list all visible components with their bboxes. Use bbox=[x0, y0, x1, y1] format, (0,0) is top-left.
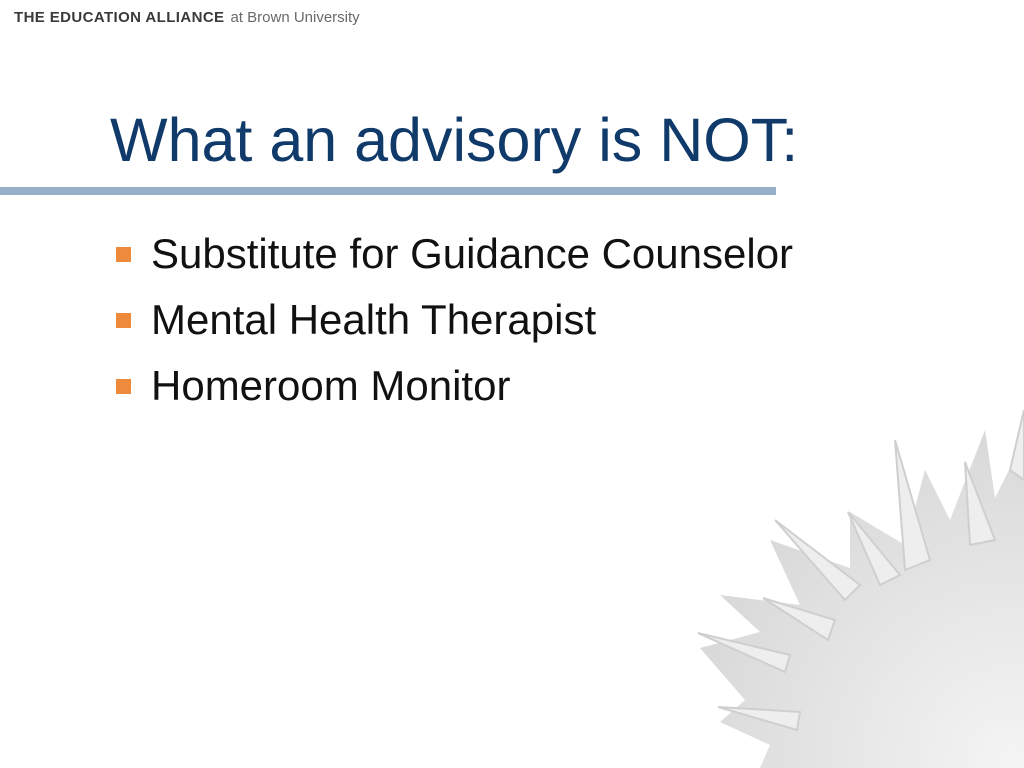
square-bullet-icon bbox=[116, 313, 131, 328]
bullet-text: Homeroom Monitor bbox=[151, 362, 511, 409]
bullet-item bbox=[116, 221, 793, 287]
organization-header bbox=[14, 9, 360, 26]
bullet-text: Mental Health Therapist bbox=[151, 296, 597, 343]
title-divider bbox=[0, 187, 776, 195]
bullet-list bbox=[116, 221, 793, 419]
square-bullet-icon bbox=[116, 379, 131, 394]
bullet-item bbox=[116, 353, 793, 419]
square-bullet-icon bbox=[116, 247, 131, 262]
organization-name: THE EDUCATION ALLIANCE bbox=[14, 9, 225, 26]
organization-affiliation: at Brown University bbox=[230, 9, 360, 26]
slide-title: What an advisory is NOT: bbox=[110, 106, 799, 174]
bullet-text: Substitute for Guidance Counselor bbox=[151, 230, 794, 277]
bullet-item bbox=[116, 287, 793, 353]
